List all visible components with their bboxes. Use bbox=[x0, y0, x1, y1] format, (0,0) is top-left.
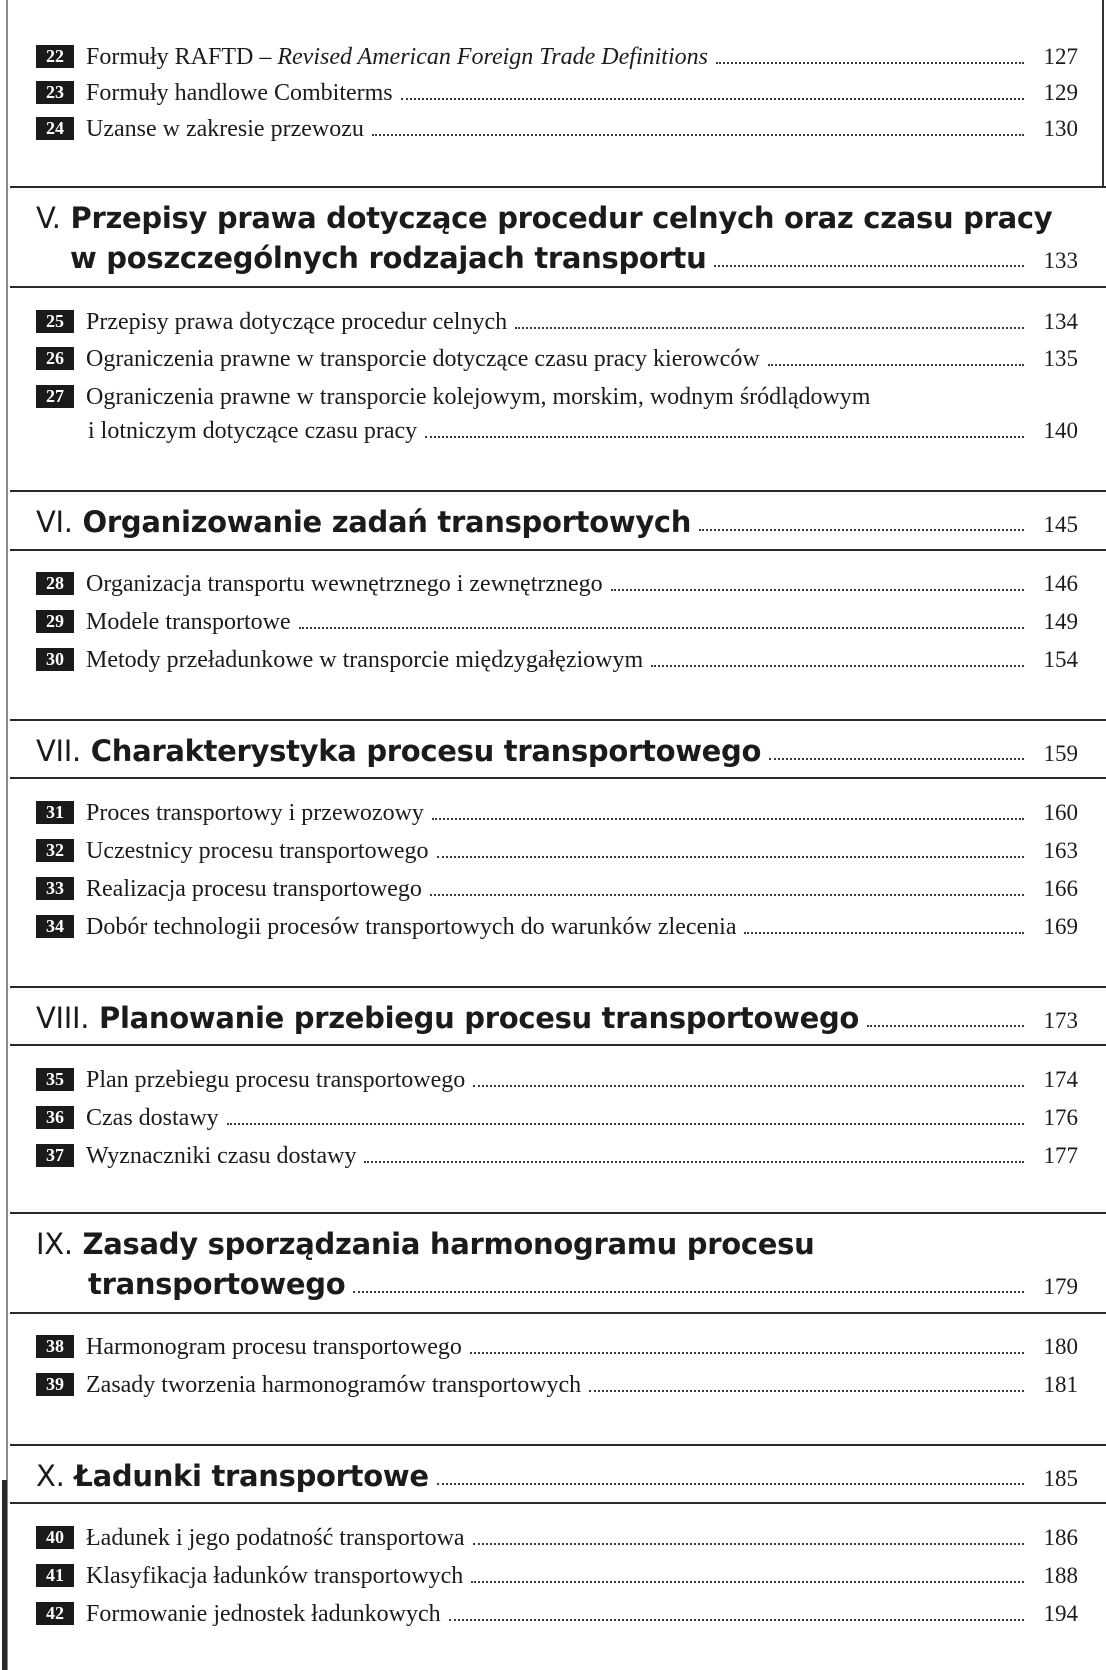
toc-entry bbox=[36, 1366, 1078, 1400]
toc-entry bbox=[36, 832, 1078, 866]
chapter-rule bbox=[10, 490, 1106, 492]
leader-dots bbox=[716, 62, 1024, 64]
entry-page-number: 130 bbox=[1043, 116, 1078, 141]
toc-entry bbox=[36, 303, 1078, 337]
leader-dots bbox=[867, 1025, 1024, 1027]
entry-number-badge: 23 bbox=[36, 81, 74, 104]
leader-dots bbox=[425, 436, 1024, 438]
leader-dots bbox=[401, 98, 1024, 100]
entry-page-number: 188 bbox=[1043, 1563, 1078, 1588]
entry-page-number: 174 bbox=[1043, 1067, 1078, 1092]
entry-title: Ładunek i jego podatność transportowa bbox=[86, 1525, 465, 1551]
entry-number-badge: 40 bbox=[36, 1526, 74, 1549]
entry-number-badge: 39 bbox=[36, 1373, 74, 1396]
entry-title: Formuły RAFTD – Revised American Foreign Trade Definitions bbox=[86, 44, 708, 70]
entry-title: Realizacja procesu transportowego bbox=[86, 876, 422, 902]
entry-page-number: 177 bbox=[1043, 1143, 1078, 1168]
entry-page-number: 186 bbox=[1043, 1525, 1078, 1550]
chapter-heading bbox=[36, 729, 1078, 769]
entry-title: Modele transportowe bbox=[86, 609, 291, 635]
chapter-heading bbox=[36, 196, 1078, 236]
entry-page-number: 146 bbox=[1043, 571, 1078, 596]
chapter-numeral: V. bbox=[36, 201, 61, 235]
chapter-rule bbox=[10, 1502, 1106, 1504]
toc-entry bbox=[36, 1099, 1078, 1133]
entry-number-badge: 25 bbox=[36, 310, 74, 333]
entry-title: Uzanse w zakresie przewozu bbox=[86, 116, 364, 142]
leader-dots bbox=[515, 327, 1024, 329]
entry-number-badge: 32 bbox=[36, 839, 74, 862]
entry-page-number: 176 bbox=[1043, 1105, 1078, 1130]
page-edge-border bbox=[1102, 0, 1104, 188]
entry-title: Ograniczenia prawne w transporcie dotyczące czasu pracy kierowców bbox=[86, 346, 760, 372]
leader-dots bbox=[769, 758, 1024, 760]
leader-dots bbox=[470, 1352, 1024, 1354]
chapter-title-line1: IX. Zasady sporządzania harmonogramu procesu bbox=[36, 1227, 815, 1261]
chapter-page-number: 145 bbox=[1043, 512, 1078, 537]
chapter-numeral: VII. bbox=[36, 734, 81, 768]
leader-dots bbox=[714, 265, 1024, 267]
entry-page-number: 163 bbox=[1043, 838, 1078, 863]
chapter-rule bbox=[10, 777, 1106, 779]
toc-entry bbox=[36, 603, 1078, 637]
toc-entry bbox=[36, 870, 1078, 904]
entry-title: Proces transportowy i przewozowy bbox=[86, 800, 424, 826]
entry-number-badge: 34 bbox=[36, 915, 74, 938]
leader-dots bbox=[449, 1619, 1024, 1621]
chapter-page-number: 185 bbox=[1043, 1466, 1078, 1491]
leader-dots bbox=[473, 1543, 1024, 1545]
entry-page-number: 129 bbox=[1043, 80, 1078, 105]
entry-page-number: 180 bbox=[1043, 1334, 1078, 1359]
leader-dots bbox=[611, 589, 1024, 591]
chapter-rule bbox=[10, 549, 1106, 551]
entry-number-badge: 33 bbox=[36, 877, 74, 900]
page-edge-shadow bbox=[2, 1480, 7, 1670]
leader-dots bbox=[589, 1390, 1024, 1392]
chapter-numeral: VI. bbox=[36, 505, 73, 539]
chapter-rule bbox=[10, 986, 1106, 988]
entry-page-number: 149 bbox=[1043, 609, 1078, 634]
chapter-heading bbox=[36, 996, 1078, 1036]
toc-entry bbox=[36, 74, 1078, 108]
entry-title: Harmonogram procesu transportowego bbox=[86, 1334, 462, 1360]
leader-dots bbox=[372, 134, 1024, 136]
entry-title: Czas dostawy bbox=[86, 1105, 219, 1131]
entry-number-badge: 36 bbox=[36, 1106, 74, 1129]
entry-page-number: 134 bbox=[1043, 309, 1078, 334]
entry-page-number: 181 bbox=[1043, 1372, 1078, 1397]
chapter-numeral: IX. bbox=[36, 1227, 73, 1261]
toc-entry bbox=[36, 340, 1078, 374]
toc-entry bbox=[36, 908, 1078, 942]
entry-title: Klasyfikacja ładunków transportowych bbox=[86, 1563, 464, 1589]
chapter-rule bbox=[10, 1044, 1106, 1046]
entry-number-badge: 41 bbox=[36, 1564, 74, 1587]
chapter-title: VII. Charakterystyka procesu transportowego bbox=[36, 734, 762, 768]
chapter-numeral: X. bbox=[36, 1459, 65, 1493]
chapter-title-line2: w poszczególnych rodzajach transportu bbox=[70, 241, 707, 275]
chapter-page-number: 133 bbox=[1043, 248, 1078, 273]
leader-dots bbox=[744, 932, 1024, 934]
toc-entry bbox=[36, 378, 1078, 412]
toc-entry bbox=[36, 1519, 1078, 1553]
toc-entry bbox=[36, 565, 1078, 599]
chapter-rule bbox=[10, 186, 1106, 188]
entry-title: Plan przebiegu procesu transportowego bbox=[86, 1067, 466, 1093]
chapter-rule bbox=[10, 1212, 1106, 1214]
toc-entry bbox=[36, 1595, 1078, 1629]
chapter-numeral: VIII. bbox=[36, 1001, 90, 1035]
entry-title: Ograniczenia prawne w transporcie kolejowym, morskim, wodnym śródlądowym bbox=[86, 384, 871, 410]
toc-entry bbox=[36, 641, 1078, 675]
entry-title: Uczestnicy procesu transportowego bbox=[86, 838, 429, 864]
leader-dots bbox=[473, 1085, 1024, 1087]
chapter-title-line1: V. Przepisy prawa dotyczące procedur celnych oraz czasu pracy bbox=[36, 201, 1053, 235]
toc-entry bbox=[36, 1328, 1078, 1362]
chapter-page-number: 159 bbox=[1043, 741, 1078, 766]
entry-number-badge: 28 bbox=[36, 572, 74, 595]
leader-dots bbox=[768, 364, 1024, 366]
entry-title-line2: i lotniczym dotyczące czasu pracy bbox=[88, 418, 418, 444]
leader-dots bbox=[353, 1291, 1024, 1293]
entry-number-badge: 26 bbox=[36, 347, 74, 370]
chapter-title: X. Ładunki transportowe bbox=[36, 1459, 429, 1493]
leader-dots bbox=[437, 856, 1024, 858]
toc-entry bbox=[36, 1061, 1078, 1095]
entry-number-badge: 29 bbox=[36, 610, 74, 633]
entry-title: Dobór technologii procesów transportowych do warunków zlecenia bbox=[86, 914, 737, 940]
leader-dots bbox=[699, 529, 1024, 531]
entry-title: Wyznaczniki czasu dostawy bbox=[86, 1143, 357, 1169]
entry-page-number: 154 bbox=[1043, 647, 1078, 672]
chapter-heading-line2 bbox=[88, 1262, 1078, 1302]
chapter-heading bbox=[36, 1454, 1078, 1494]
page-edge-shadow bbox=[6, 0, 8, 1670]
entry-page-number: 127 bbox=[1043, 44, 1078, 69]
entry-title: Zasady tworzenia harmonogramów transportowych bbox=[86, 1372, 582, 1398]
leader-dots bbox=[299, 627, 1024, 629]
chapter-title: VI. Organizowanie zadań transportowych bbox=[36, 505, 692, 539]
leader-dots bbox=[227, 1123, 1024, 1125]
entry-title: Metody przeładunkowe w transporcie międzygałęziowym bbox=[86, 647, 644, 673]
leader-dots bbox=[437, 1483, 1024, 1485]
entry-title: Przepisy prawa dotyczące procedur celnych bbox=[86, 309, 508, 335]
entry-title-italic: Revised American Foreign Trade Definitions bbox=[277, 44, 708, 70]
leader-dots bbox=[430, 894, 1024, 896]
entry-number-badge: 22 bbox=[36, 45, 74, 68]
toc-entry bbox=[36, 1557, 1078, 1591]
entry-number-badge: 42 bbox=[36, 1602, 74, 1625]
chapter-title-line2: transportowego bbox=[88, 1267, 346, 1301]
entry-number-badge: 27 bbox=[36, 385, 74, 408]
entry-page-number: 166 bbox=[1043, 876, 1078, 901]
chapter-heading-line2 bbox=[70, 236, 1078, 276]
leader-dots bbox=[432, 818, 1024, 820]
toc-entry bbox=[36, 794, 1078, 828]
entry-number-badge: 37 bbox=[36, 1144, 74, 1167]
toc-entry bbox=[36, 1137, 1078, 1171]
entry-title: Formuły handlowe Combiterms bbox=[86, 80, 393, 106]
entry-page-number: 140 bbox=[1043, 418, 1078, 443]
chapter-heading bbox=[36, 500, 1078, 540]
chapter-heading bbox=[36, 1222, 1078, 1262]
entry-title: Formowanie jednostek ładunkowych bbox=[86, 1601, 441, 1627]
entry-page-number: 160 bbox=[1043, 800, 1078, 825]
toc-entry bbox=[36, 110, 1078, 144]
chapter-page-number: 173 bbox=[1043, 1008, 1078, 1033]
entry-title: Organizacja transportu wewnętrznego i zewnętrznego bbox=[86, 571, 603, 597]
chapter-rule bbox=[10, 1312, 1106, 1314]
entry-number-badge: 30 bbox=[36, 648, 74, 671]
toc-entry-continued bbox=[88, 412, 1078, 446]
entry-number-badge: 38 bbox=[36, 1335, 74, 1358]
leader-dots bbox=[364, 1161, 1024, 1163]
chapter-rule bbox=[10, 1444, 1106, 1446]
chapter-rule bbox=[10, 719, 1106, 721]
entry-number-badge: 35 bbox=[36, 1068, 74, 1091]
leader-dots bbox=[471, 1581, 1024, 1583]
toc-entry bbox=[36, 38, 1078, 72]
entry-page-number: 169 bbox=[1043, 914, 1078, 939]
leader-dots bbox=[651, 665, 1024, 667]
entry-number-badge: 24 bbox=[36, 117, 74, 140]
chapter-title: VIII. Planowanie przebiegu procesu transportowego bbox=[36, 1001, 860, 1035]
entry-page-number: 194 bbox=[1043, 1601, 1078, 1626]
entry-number-badge: 31 bbox=[36, 801, 74, 824]
chapter-rule bbox=[10, 286, 1106, 288]
entry-page-number: 135 bbox=[1043, 346, 1078, 371]
chapter-page-number: 179 bbox=[1043, 1274, 1078, 1299]
